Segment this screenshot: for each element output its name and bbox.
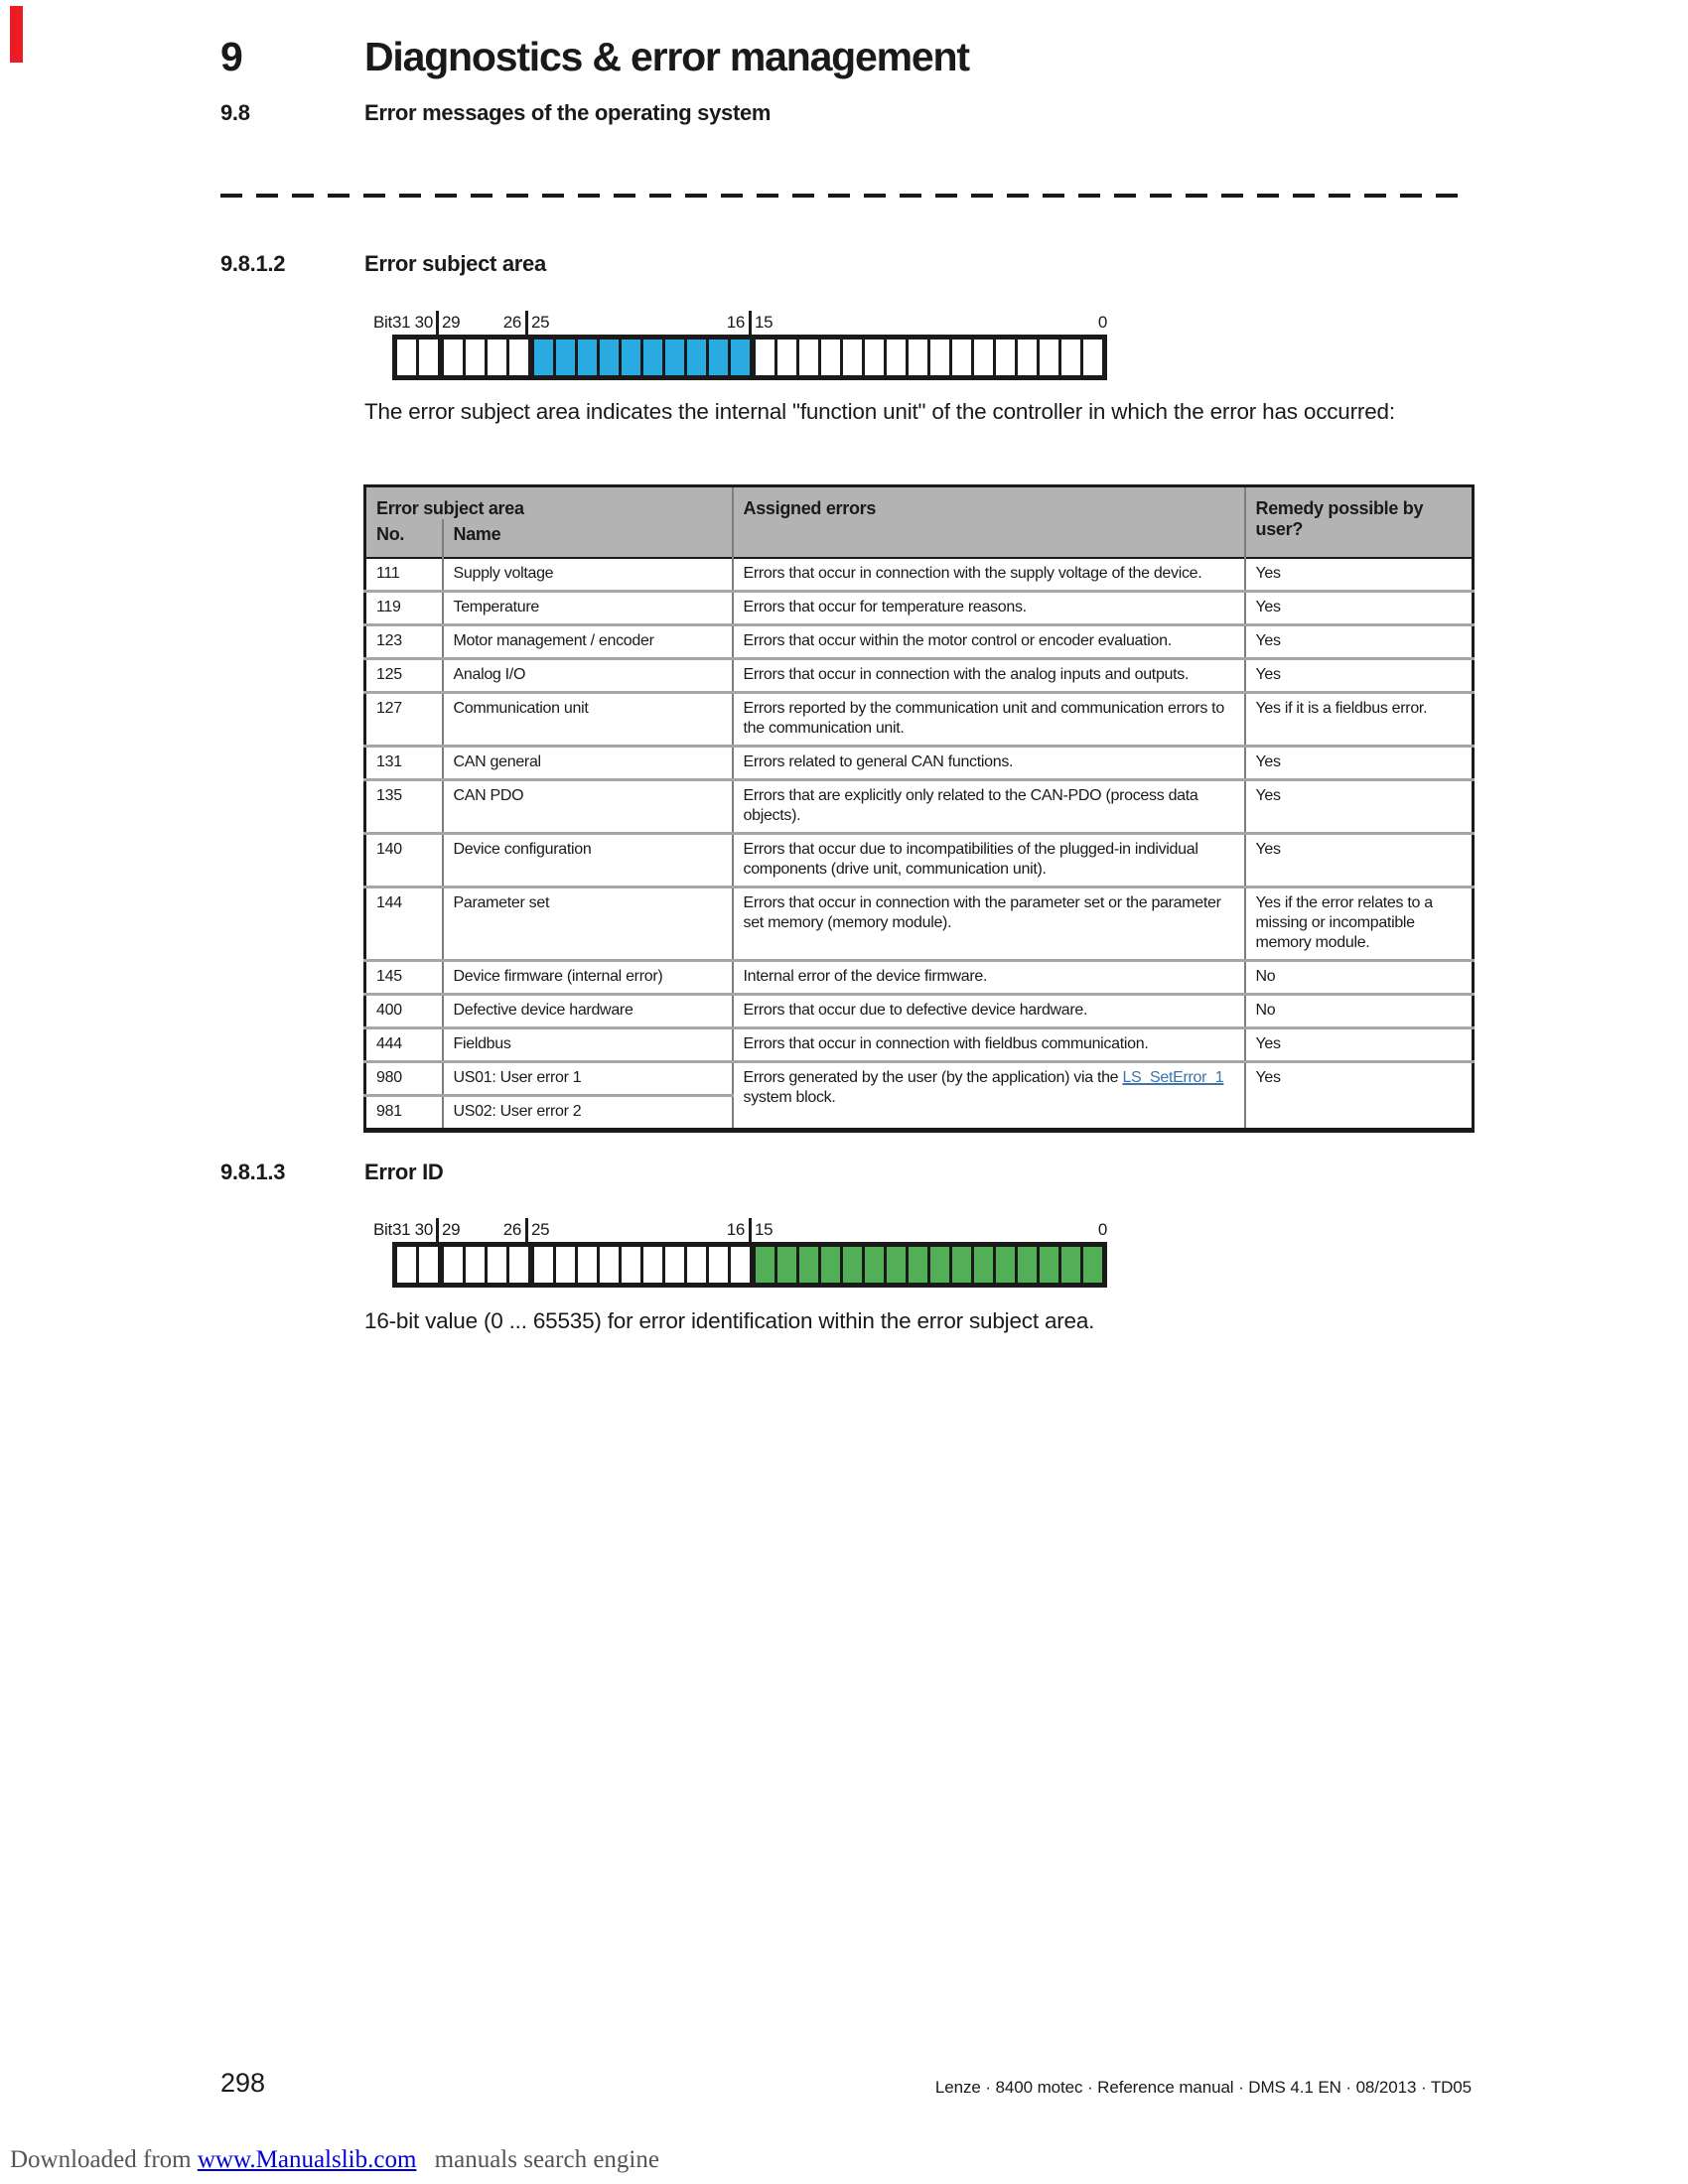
table-row-444	[365, 1028, 1474, 1062]
cell-errors: Errors that occur due to defective device hardware.	[733, 995, 1245, 1028]
cell-no: 125	[365, 659, 443, 693]
bit-cell	[528, 1247, 553, 1283]
bit-label: 16	[726, 1220, 745, 1239]
document-reference: Lenze · 8400 motec · Reference manual · DMS 4.1 EN · 08/2013 · TD05	[934, 2078, 1472, 2097]
subsection-title-error-subject-area: Error subject area	[364, 251, 546, 276]
bit-cell	[438, 1247, 463, 1283]
cell-remedy: No	[1245, 995, 1474, 1028]
cell-name: Device firmware (internal error)	[443, 961, 733, 995]
bit-label: 29	[442, 1220, 461, 1239]
bookmark-red-tab	[10, 6, 23, 63]
bit-cell	[927, 340, 949, 375]
bit-cell-highlighted	[971, 1247, 993, 1283]
error-id-bitfield	[374, 1215, 1110, 1288]
watermark-suffix: manuals search engine	[434, 2146, 659, 2173]
bit-cell-highlighted	[906, 1247, 927, 1283]
cell-no: 981	[365, 1096, 443, 1131]
cell-no: 123	[365, 625, 443, 659]
bit-boundary-tick	[749, 311, 752, 335]
cell-remedy: Yes	[1245, 659, 1474, 693]
cell-remedy: Yes	[1245, 558, 1474, 592]
error-id-note: 16-bit value (0 ... 65535) for error identification within the error subject area.	[364, 1308, 1095, 1333]
bit-cell	[506, 1247, 528, 1283]
bit-label-row	[373, 308, 1107, 335]
cell-no: 119	[365, 592, 443, 625]
cell-remedy: Yes if it is a fieldbus error.	[1245, 693, 1474, 747]
bit-label: Bit31 30	[373, 1220, 433, 1239]
cell-errors: Errors that occur in connection with the parameter set or the parameter set memory (memory module).	[733, 887, 1245, 961]
bit-cell	[662, 1247, 684, 1283]
bit-boundary-tick	[436, 311, 439, 335]
section-number: 9.8	[220, 100, 250, 125]
bit-boundary-tick	[749, 1218, 752, 1242]
cell-errors: Errors that occur due to incompatibilities of the plugged-in individual components (drive unit, communication unit).	[733, 834, 1245, 887]
cell-name: Supply voltage	[443, 558, 733, 592]
cell-errors: Internal error of the device firmware.	[733, 961, 1245, 995]
bit-cell-highlighted	[575, 340, 597, 375]
bit-cell	[993, 340, 1015, 375]
cell-errors: Errors that occur in connection with the analog inputs and outputs.	[733, 659, 1245, 693]
bit-cell	[553, 1247, 575, 1283]
bit-cell-highlighted	[862, 1247, 884, 1283]
bit-cell	[506, 340, 528, 375]
bit-cell	[1015, 340, 1037, 375]
bit-label: 0	[1097, 313, 1107, 332]
bit-cell	[416, 1247, 438, 1283]
bit-label: 25	[531, 1220, 550, 1239]
bit-cell-highlighted	[884, 1247, 906, 1283]
bit-cell-highlighted	[684, 340, 706, 375]
bit-cell	[416, 340, 438, 375]
bit-cell-highlighted	[662, 340, 684, 375]
bit-cell-highlighted	[1015, 1247, 1037, 1283]
page-number: 298	[220, 2068, 266, 2098]
table-row-145	[365, 961, 1474, 995]
bit-cell-highlighted	[1037, 1247, 1058, 1283]
table-header-row-1	[365, 486, 1474, 520]
error-subject-area-bitfield	[374, 308, 1110, 380]
bit-cell	[1080, 340, 1102, 375]
bit-label: 0	[1097, 1220, 1107, 1239]
bit-label: 15	[755, 313, 774, 332]
bit-cell	[949, 340, 971, 375]
bit-cell	[906, 340, 927, 375]
bit-cell-highlighted	[1080, 1247, 1102, 1283]
bit-cell-highlighted	[774, 1247, 796, 1283]
bit-cell	[840, 340, 862, 375]
bit-cell-highlighted	[619, 340, 640, 375]
bit-cell-highlighted	[840, 1247, 862, 1283]
cell-remedy: No	[1245, 961, 1474, 995]
bit-label: 15	[755, 1220, 774, 1239]
bit-cell	[1037, 340, 1058, 375]
bit-cell	[728, 1247, 750, 1283]
cell-no: 131	[365, 747, 443, 780]
cell-remedy: Yes	[1245, 747, 1474, 780]
bit-label: 26	[502, 313, 521, 332]
bit-cell	[750, 340, 774, 375]
table-row-400	[365, 995, 1474, 1028]
cell-errors: Errors that are explicitly only related to the CAN-PDO (process data objects).	[733, 780, 1245, 834]
bit-cell	[796, 340, 818, 375]
bit-cell	[774, 340, 796, 375]
table-row-111	[365, 558, 1474, 592]
cell-remedy: Yes	[1245, 834, 1474, 887]
cell-name: Communication unit	[443, 693, 733, 747]
bit-cell-highlighted	[750, 1247, 774, 1283]
cell-name: Temperature	[443, 592, 733, 625]
cell-name: CAN PDO	[443, 780, 733, 834]
bit-cell	[438, 340, 463, 375]
cell-no: 980	[365, 1062, 443, 1096]
bit-cell-highlighted	[796, 1247, 818, 1283]
bit-cell-highlighted	[553, 340, 575, 375]
manualslib-watermark	[10, 2146, 659, 2174]
column-header-no: No.	[365, 519, 443, 558]
chapter-number: 9	[220, 34, 242, 79]
bit-boundary-tick	[525, 311, 528, 335]
bit-label: 16	[726, 313, 745, 332]
error-subject-area-intro: The error subject area indicates the internal "function unit" of the controller in which the error has occurred:	[364, 399, 1395, 424]
cell-name: Defective device hardware	[443, 995, 733, 1028]
cell-no: 111	[365, 558, 443, 592]
table-row-144	[365, 887, 1474, 961]
cell-errors: Errors that occur in connection with fieldbus communication.	[733, 1028, 1245, 1062]
bit-bar	[392, 1242, 1107, 1288]
bit-cell	[884, 340, 906, 375]
cell-errors: Errors that occur for temperature reasons.	[733, 592, 1245, 625]
table-row-140	[365, 834, 1474, 887]
bit-cell-highlighted	[949, 1247, 971, 1283]
cell-remedy: Yes	[1245, 1062, 1474, 1131]
chapter-title: Diagnostics & error management	[364, 34, 969, 79]
bit-cell-highlighted	[706, 340, 728, 375]
cell-no: 135	[365, 780, 443, 834]
bit-cell	[397, 340, 416, 375]
bit-cell	[485, 340, 506, 375]
ls-seterror-link[interactable]: LS_SetError_1	[1122, 1069, 1224, 1086]
bit-cell	[684, 1247, 706, 1283]
bit-cell	[862, 340, 884, 375]
bit-bar	[392, 335, 1107, 380]
bit-label-row	[373, 1215, 1107, 1242]
bit-cell	[463, 340, 485, 375]
cell-no: 144	[365, 887, 443, 961]
cell-no: 140	[365, 834, 443, 887]
table-row-127	[365, 693, 1474, 747]
cell-name: Fieldbus	[443, 1028, 733, 1062]
table-row-135	[365, 780, 1474, 834]
bit-label: 29	[442, 313, 461, 332]
bit-cell-highlighted	[818, 1247, 840, 1283]
cell-errors: Errors generated by the user (by the application) via the LS_SetError_1 system block.	[733, 1062, 1245, 1131]
bit-label: 26	[502, 1220, 521, 1239]
bit-label: Bit31 30	[373, 313, 433, 332]
error-subject-area-table	[363, 484, 1475, 1133]
cell-errors: Errors that occur in connection with the supply voltage of the device.	[733, 558, 1245, 592]
bit-boundary-tick	[525, 1218, 528, 1242]
cell-no: 127	[365, 693, 443, 747]
bit-cell-highlighted	[728, 340, 750, 375]
cell-errors: Errors related to general CAN functions.	[733, 747, 1245, 780]
cell-remedy: Yes	[1245, 592, 1474, 625]
cell-name: Analog I/O	[443, 659, 733, 693]
section-title: Error messages of the operating system	[364, 100, 772, 125]
cell-remedy: Yes if the error relates to a missing or incompatible memory module.	[1245, 887, 1474, 961]
bit-cell-highlighted	[528, 340, 553, 375]
cell-errors: Errors reported by the communication unit and communication errors to the communication unit.	[733, 693, 1245, 747]
cell-name: US01: User error 1	[443, 1062, 733, 1096]
bit-label: 25	[531, 313, 550, 332]
cell-no: 444	[365, 1028, 443, 1062]
bit-cell-highlighted	[1058, 1247, 1080, 1283]
bit-cell	[640, 1247, 662, 1283]
table-row-125	[365, 659, 1474, 693]
table-row-131	[365, 747, 1474, 780]
bit-cell	[971, 340, 993, 375]
watermark-prefix: Downloaded from	[10, 2146, 192, 2173]
manualslib-link[interactable]: www.Manualslib.com	[197, 2146, 417, 2173]
dashed-separator	[220, 194, 1470, 198]
bit-cell	[463, 1247, 485, 1283]
cell-name: CAN general	[443, 747, 733, 780]
cell-name: Parameter set	[443, 887, 733, 961]
bit-cell	[597, 1247, 619, 1283]
cell-no: 145	[365, 961, 443, 995]
table-row-980	[365, 1062, 1474, 1096]
cell-name: Motor management / encoder	[443, 625, 733, 659]
bit-cell-highlighted	[927, 1247, 949, 1283]
bit-cell	[397, 1247, 416, 1283]
cell-errors: Errors that occur within the motor control or encoder evaluation.	[733, 625, 1245, 659]
bit-cell-highlighted	[597, 340, 619, 375]
bit-cell-highlighted	[993, 1247, 1015, 1283]
cell-remedy: Yes	[1245, 625, 1474, 659]
column-header-error-subject-area: Error subject area	[365, 486, 733, 520]
column-header-assigned-errors: Assigned errors	[733, 486, 1245, 559]
subsection-number-error-subject-area: 9.8.1.2	[220, 251, 286, 276]
cell-remedy: Yes	[1245, 780, 1474, 834]
bit-cell	[706, 1247, 728, 1283]
table-row-123	[365, 625, 1474, 659]
bit-cell-highlighted	[640, 340, 662, 375]
cell-name: Device configuration	[443, 834, 733, 887]
cell-name: US02: User error 2	[443, 1096, 733, 1131]
subsection-number-error-id: 9.8.1.3	[220, 1160, 286, 1184]
bit-cell	[1058, 340, 1080, 375]
subsection-title-error-id: Error ID	[364, 1160, 444, 1184]
cell-remedy: Yes	[1245, 1028, 1474, 1062]
bit-cell	[485, 1247, 506, 1283]
bit-cell	[619, 1247, 640, 1283]
bit-boundary-tick	[436, 1218, 439, 1242]
bit-cell	[818, 340, 840, 375]
column-header-name: Name	[443, 519, 733, 558]
bit-cell	[575, 1247, 597, 1283]
column-header-remedy: Remedy possible by user?	[1245, 486, 1474, 559]
table-row-119	[365, 592, 1474, 625]
cell-no: 400	[365, 995, 443, 1028]
